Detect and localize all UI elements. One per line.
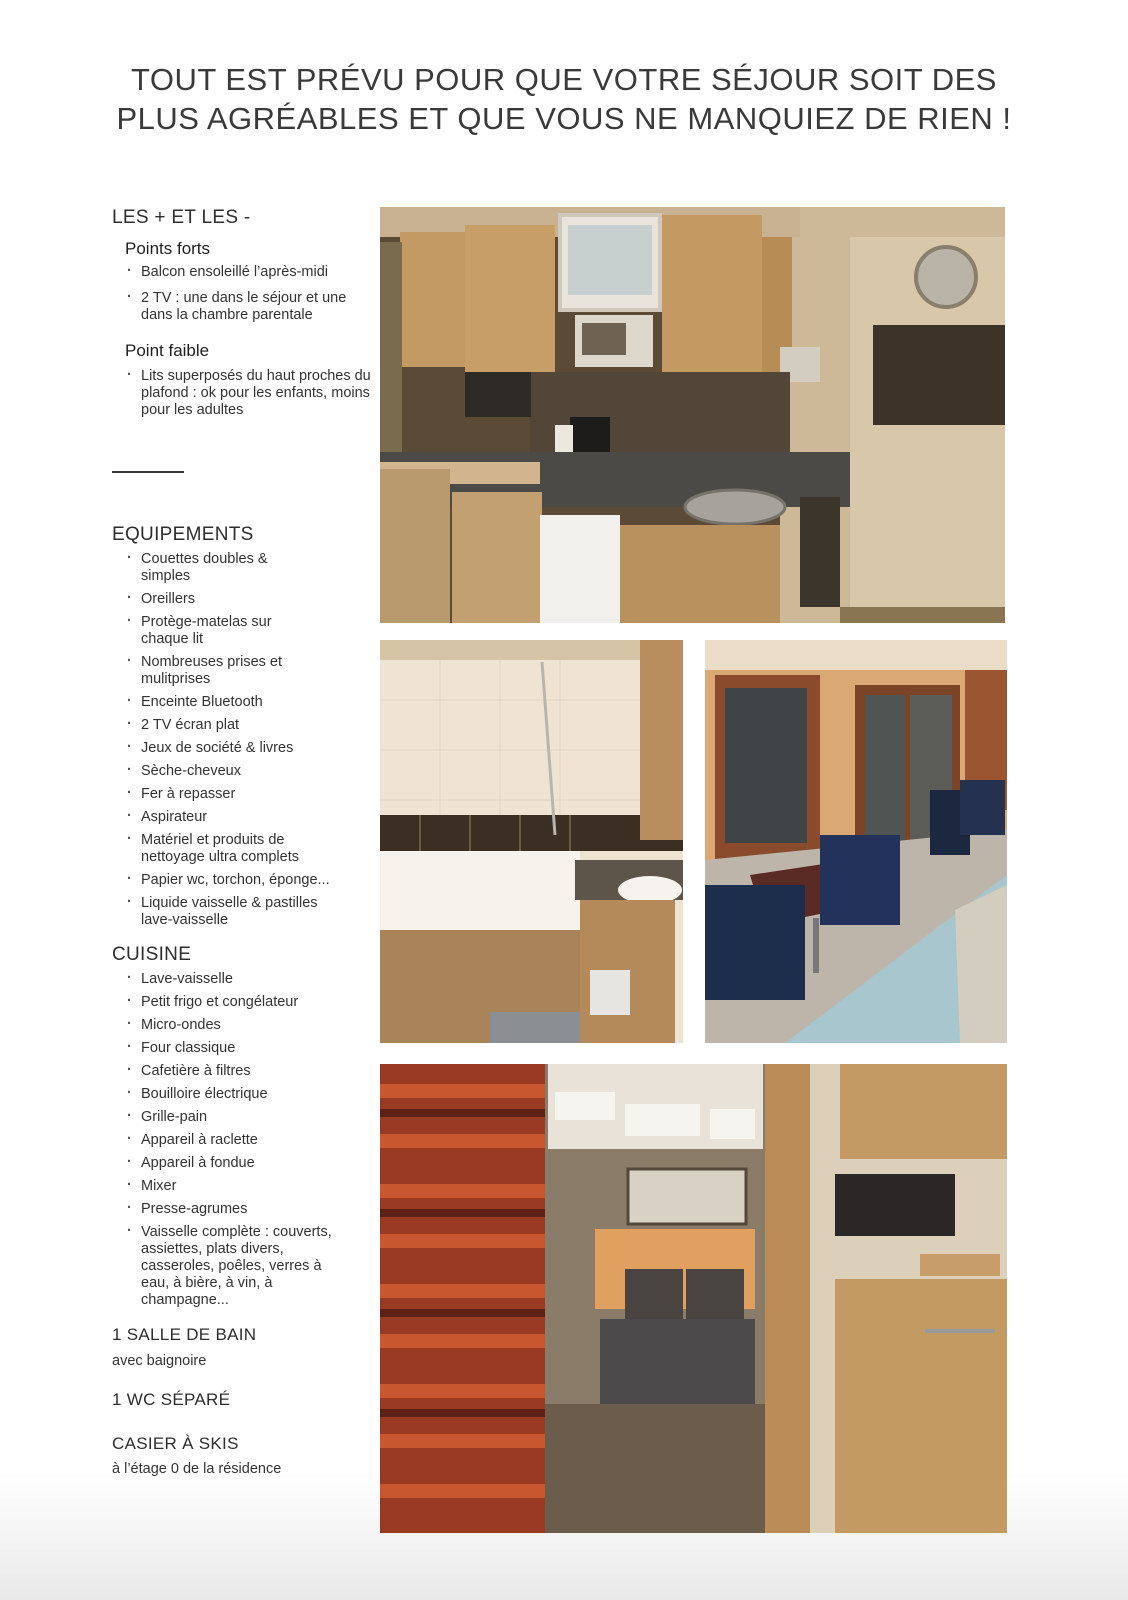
bathroom-photo	[380, 640, 683, 1043]
list-item: · Matériel et produits de nettoyage ultra complets	[126, 832, 331, 866]
pros-cons-title: LES + ET LES -	[112, 207, 251, 228]
list-item: · Bouilloire électrique	[126, 1086, 362, 1103]
kitchen-list	[112, 971, 362, 1309]
list-item: · Nombreuses prises et mulitprises	[126, 654, 311, 688]
list-item: · Oreillers	[126, 591, 362, 608]
kitchen-photo	[380, 207, 1005, 623]
bathroom-text: avec baignoire	[112, 1353, 207, 1369]
list-item: · Aspirateur	[126, 809, 362, 826]
list-item: · 2 TV : une dans le séjour et une dans la chambre parentale	[126, 290, 359, 324]
list-item: · Appareil à fondue	[126, 1155, 362, 1172]
page-headline	[80, 60, 1048, 138]
list-item: · Couettes doubles & simples	[126, 551, 281, 585]
list-item: · Grille-pain	[126, 1109, 362, 1126]
list-item: · Vaisselle complète : couverts, assiettes, plats divers, casseroles, poêles, verres à eau, à bière, à vin, à champagne...	[126, 1224, 337, 1309]
equipment-title: EQUIPEMENTS	[112, 524, 254, 545]
list-item: · Cafetière à filtres	[126, 1063, 362, 1080]
headline-line-2: PLUS AGRÉABLES ET QUE VOUS NE MANQUIEZ DE RIEN !	[116, 101, 1012, 136]
kitchen-title: CUISINE	[112, 944, 192, 965]
list-item: · Papier wc, torchon, éponge...	[126, 872, 362, 889]
headline-line-1: TOUT EST PRÉVU POUR QUE VOTRE SÉJOUR SOIT DES	[131, 62, 997, 97]
list-item: · Presse-agrumes	[126, 1201, 362, 1218]
list-item: · Enceinte Bluetooth	[126, 694, 362, 711]
weak-point-list	[112, 368, 374, 419]
balcony-photo	[705, 640, 1007, 1043]
list-item: · Liquide vaisselle & pastilles lave-vaisselle	[126, 895, 341, 929]
list-item: · Petit frigo et congélateur	[126, 994, 362, 1011]
list-item: · Jeux de société & livres	[126, 740, 362, 757]
ski-locker-text: à l’étage 0 de la résidence	[112, 1461, 282, 1477]
list-item: · Mixer	[126, 1178, 362, 1195]
list-item: · Four classique	[126, 1040, 362, 1057]
list-item: · Lave-vaisselle	[126, 971, 362, 988]
strong-points-title: Points forts	[125, 239, 211, 258]
bathroom-title: 1 SALLE DE BAIN	[112, 1325, 257, 1344]
wc-title: 1 WC SÉPARÉ	[112, 1390, 231, 1409]
bedroom-photo	[380, 1064, 1007, 1533]
list-item: · 2 TV écran plat	[126, 717, 362, 734]
equipment-list	[112, 551, 362, 929]
strong-points-list	[112, 264, 374, 324]
list-item: · Protège-matelas sur chaque lit	[126, 614, 301, 648]
list-item: · Appareil à raclette	[126, 1132, 362, 1149]
list-item: · Micro-ondes	[126, 1017, 362, 1034]
list-item: · Balcon ensoleillé l’après-midi	[126, 264, 374, 281]
list-item: · Fer à repasser	[126, 786, 362, 803]
section-divider	[112, 471, 184, 473]
weak-point-title: Point faible	[125, 341, 210, 360]
amenities-column	[112, 206, 374, 1478]
list-item: · Lits superposés du haut proches du plafond : ok pour les enfants, moins pour les adultes	[126, 368, 373, 419]
ski-locker-title: CASIER À SKIS	[112, 1434, 239, 1453]
list-item: · Sèche-cheveux	[126, 763, 362, 780]
